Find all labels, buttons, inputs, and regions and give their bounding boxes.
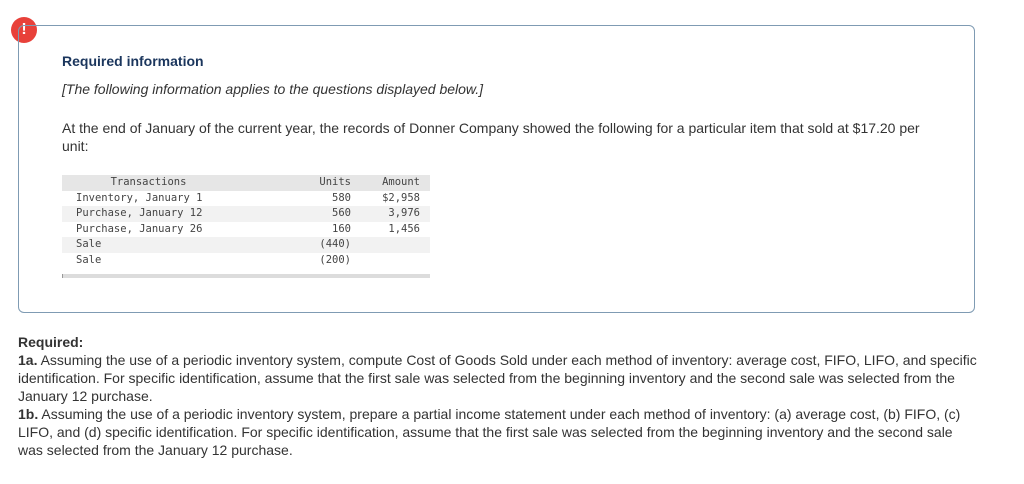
row-label: Sale [76, 238, 102, 250]
header-units: Units [319, 176, 351, 188]
row-units: (200) [319, 253, 351, 266]
table-row [62, 253, 430, 269]
table-row [62, 206, 430, 222]
requirement-1a [18, 351, 978, 405]
table-header-row [62, 175, 430, 191]
requirement-text: Assuming the use of a periodic inventory system, compute Cost of Goods Sold under each method of inventory: average cost, FIFO, LIFO, and specific identification. For specific identification, assume that the first sale was selected from the beginning inventory and the second sale was selected from the January 12 purchase. [18, 352, 977, 404]
row-label: Purchase, January 26 [76, 222, 203, 235]
row-units: 160 [332, 222, 351, 235]
info-intro: At the end of January of the current year, the records of Donner Company showed the following for a particular item that sold at $17.20 per unit: [62, 120, 920, 154]
row-label: Sale [76, 253, 102, 266]
row-label: Purchase, January 12 [76, 207, 203, 219]
alert-icon: ! [11, 17, 37, 43]
required-information-panel [18, 25, 975, 313]
header-transactions: Transactions [110, 176, 187, 188]
row-label: Inventory, January 1 [76, 191, 203, 204]
table-row [62, 191, 430, 207]
header-amount: Amount [382, 176, 420, 188]
required-section [18, 333, 978, 459]
row-amount: $2,958 [382, 191, 420, 204]
table-row [62, 237, 430, 253]
info-title: Required information [62, 53, 204, 69]
row-units: 560 [332, 207, 351, 219]
table-bottom-rule [62, 274, 430, 278]
row-amount: 1,456 [388, 222, 420, 235]
info-subtitle: [The following information applies to the questions displayed below.] [62, 81, 484, 97]
row-units: 580 [332, 191, 351, 204]
transactions-table [62, 175, 430, 278]
requirement-text: Assuming the use of a periodic inventory system, prepare a partial income statement under each method of inventory: (a) average cost, (b) FIFO, (c) LIFO, and (d) specific identification. For specific identification, assume that the first sale was selected from the beginning inventory and the second sale was selected from the January 12 purchase. [18, 406, 961, 458]
required-heading: Required: [18, 334, 84, 350]
row-amount: 3,976 [388, 207, 420, 219]
row-units: (440) [319, 238, 351, 250]
requirement-label: 1b. [18, 406, 39, 422]
table-row [62, 222, 430, 238]
requirement-label: 1a. [18, 352, 38, 368]
requirement-1b [18, 405, 978, 459]
